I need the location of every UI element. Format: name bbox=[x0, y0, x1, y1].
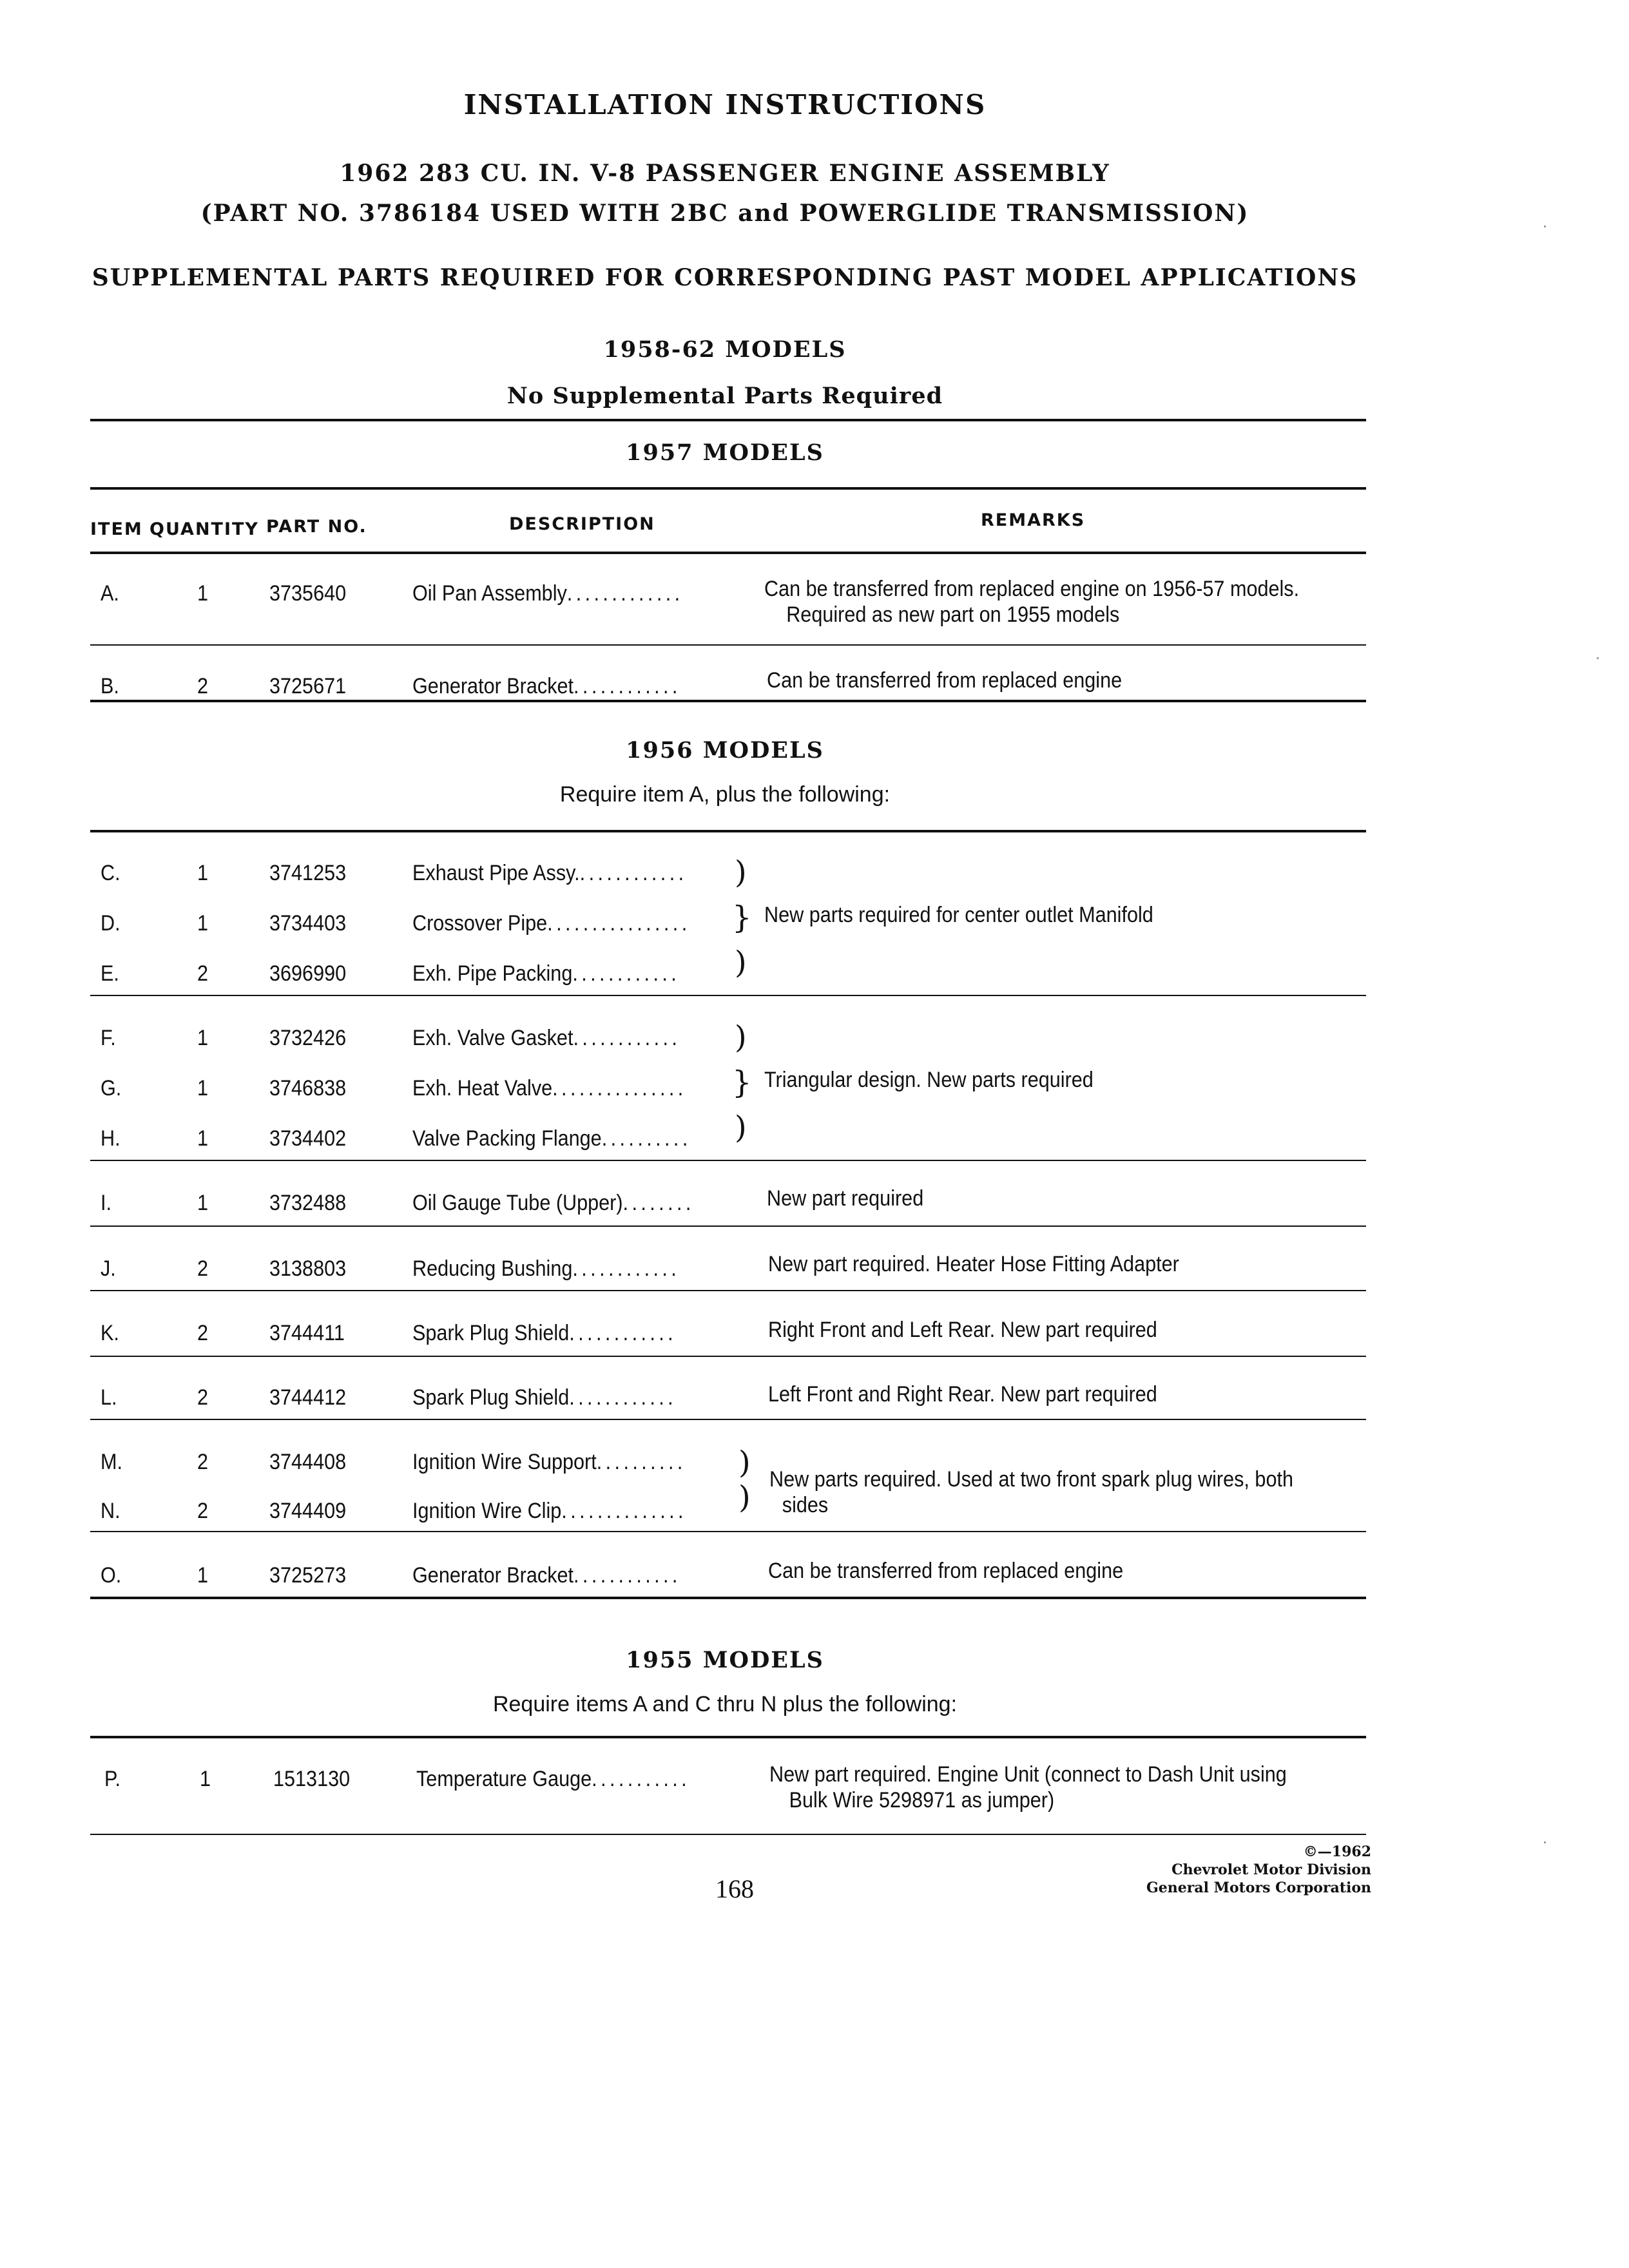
description-text: Exh. Heat Valve bbox=[412, 1076, 553, 1100]
remark: Triangular design. New parts required bbox=[764, 1068, 1094, 1092]
section-note-1956: Require item A, plus the following: bbox=[559, 782, 891, 807]
item-letter: B. bbox=[101, 674, 119, 698]
divider bbox=[90, 1419, 1366, 1420]
item-letter: D. bbox=[101, 911, 120, 936]
scan-speck bbox=[1544, 1841, 1546, 1843]
group-brace: } bbox=[732, 1064, 752, 1100]
divider bbox=[90, 1160, 1366, 1161]
group-brace: ) bbox=[735, 1019, 747, 1055]
quantity: 1 bbox=[197, 1191, 209, 1215]
item-letter: P. bbox=[104, 1767, 120, 1791]
description-text: Crossover Pipe bbox=[412, 911, 548, 936]
item-letter: H. bbox=[101, 1126, 120, 1151]
part-number: 3696990 bbox=[269, 961, 347, 986]
publisher-credit bbox=[1146, 1843, 1371, 1897]
part-number: 3734402 bbox=[269, 1126, 347, 1151]
leader-dots: .......... bbox=[601, 1126, 691, 1151]
description-text: Spark Plug Shield bbox=[412, 1385, 570, 1410]
section-heading-1956: 1956 MODELS bbox=[626, 737, 824, 764]
remark bbox=[769, 1762, 1287, 1813]
remark-line: New parts required. Used at two front spark plug wires, both bbox=[769, 1467, 1293, 1492]
part-number: 3732488 bbox=[269, 1191, 347, 1215]
group-brace: ) bbox=[735, 1110, 747, 1146]
item-letter: L. bbox=[101, 1385, 117, 1410]
leader-dots: .............. bbox=[561, 1499, 687, 1523]
description bbox=[412, 1563, 681, 1588]
corporation-line: General Motors Corporation bbox=[1146, 1879, 1371, 1896]
page-number: 168 bbox=[715, 1874, 754, 1903]
part-number: 3138803 bbox=[269, 1256, 347, 1281]
part-number: 3744408 bbox=[269, 1450, 347, 1474]
description bbox=[412, 911, 691, 936]
quantity: 1 bbox=[197, 1563, 209, 1588]
description-text: Oil Pan Assembly bbox=[412, 581, 567, 606]
leader-dots: .......... bbox=[596, 1450, 686, 1474]
divider bbox=[90, 1597, 1366, 1599]
column-header-item: ITEM bbox=[90, 519, 143, 539]
remark-line: Bulk Wire 5298971 as jumper) bbox=[789, 1788, 1055, 1812]
quantity: 2 bbox=[197, 1385, 209, 1410]
quantity: 2 bbox=[197, 961, 209, 986]
description-text: Oil Gauge Tube (Upper) bbox=[412, 1191, 623, 1215]
scan-speck bbox=[1544, 226, 1546, 227]
description bbox=[412, 1450, 686, 1475]
part-number: 1513130 bbox=[273, 1767, 351, 1791]
table-row bbox=[0, 961, 1629, 1000]
table-row bbox=[0, 861, 1629, 899]
part-number-heading: (PART NO. 3786184 USED WITH 2BC and POWERGLIDE TRANSMISSION) bbox=[200, 200, 1249, 227]
column-header-description: DESCRIPTION bbox=[509, 514, 655, 534]
quantity: 2 bbox=[197, 1450, 209, 1474]
division-line: Chevrolet Motor Division bbox=[1171, 1861, 1371, 1878]
description-text: Ignition Wire Clip bbox=[412, 1499, 562, 1523]
leader-dots: ................ bbox=[547, 911, 691, 936]
description bbox=[416, 1767, 690, 1792]
leader-dots: ............ bbox=[573, 1026, 681, 1050]
divider bbox=[90, 995, 1366, 996]
quantity: 1 bbox=[197, 1026, 209, 1050]
description-text: Ignition Wire Support bbox=[412, 1450, 597, 1474]
part-number: 3725273 bbox=[269, 1563, 347, 1588]
item-letter: E. bbox=[101, 961, 119, 986]
divider bbox=[90, 487, 1366, 490]
description-text: Valve Packing Flange bbox=[412, 1126, 602, 1151]
description bbox=[412, 961, 680, 986]
remark-line: New part required. Engine Unit (connect to Dash Unit using bbox=[769, 1762, 1287, 1787]
description-text: Spark Plug Shield bbox=[412, 1321, 570, 1345]
description bbox=[412, 1321, 677, 1346]
quantity: 1 bbox=[197, 1076, 209, 1100]
description bbox=[412, 1126, 691, 1151]
remark: Right Front and Left Rear. New part required bbox=[768, 1318, 1157, 1342]
supplemental-parts-heading: SUPPLEMENTAL PARTS REQUIRED FOR CORRESPONDING PAST MODEL APPLICATIONS bbox=[92, 264, 1358, 291]
item-letter: N. bbox=[101, 1499, 120, 1523]
quantity: 1 bbox=[197, 911, 209, 936]
divider bbox=[90, 1531, 1366, 1532]
part-number: 3741253 bbox=[269, 861, 347, 885]
quantity: 2 bbox=[197, 1256, 209, 1281]
table-row bbox=[0, 1026, 1629, 1064]
leader-dots: ............ bbox=[574, 674, 681, 698]
divider bbox=[90, 700, 1366, 702]
description bbox=[412, 1076, 687, 1101]
quantity: 1 bbox=[197, 1126, 209, 1151]
quantity: 1 bbox=[197, 581, 209, 606]
divider bbox=[90, 1834, 1366, 1835]
remark: Left Front and Right Rear. New part required bbox=[768, 1382, 1157, 1407]
description bbox=[412, 861, 688, 886]
leader-dots: ............ bbox=[569, 1385, 677, 1410]
section-heading-1955: 1955 MODELS bbox=[626, 1647, 824, 1673]
divider bbox=[90, 644, 1366, 646]
part-number: 3744409 bbox=[269, 1499, 347, 1523]
quantity: 2 bbox=[197, 1321, 209, 1345]
divider bbox=[90, 1290, 1366, 1291]
part-number: 3744411 bbox=[269, 1321, 345, 1345]
divider bbox=[90, 1736, 1366, 1738]
table-row bbox=[0, 1126, 1629, 1165]
description bbox=[412, 1026, 680, 1051]
description-text: Generator Bracket bbox=[412, 674, 574, 698]
description-text: Exh. Valve Gasket bbox=[412, 1026, 574, 1050]
leader-dots: ........... bbox=[592, 1767, 691, 1791]
remark: Can be transferred from replaced engine bbox=[767, 668, 1123, 693]
item-letter: O. bbox=[101, 1563, 122, 1588]
quantity: 2 bbox=[197, 1499, 209, 1523]
group-brace: ) bbox=[738, 1479, 751, 1515]
leader-dots: ............. bbox=[566, 581, 684, 606]
remark bbox=[764, 576, 1299, 628]
description-text: Exh. Pipe Packing bbox=[412, 961, 573, 986]
group-brace: ) bbox=[735, 945, 747, 981]
leader-dots: ............ bbox=[569, 1321, 677, 1345]
item-letter: I. bbox=[101, 1191, 112, 1215]
part-number: 3732426 bbox=[269, 1026, 347, 1050]
divider bbox=[90, 552, 1366, 554]
item-letter: F. bbox=[101, 1026, 116, 1050]
item-letter: A. bbox=[101, 581, 119, 606]
item-letter: M. bbox=[101, 1450, 123, 1474]
quantity: 1 bbox=[200, 1767, 211, 1791]
quantity: 2 bbox=[197, 674, 209, 698]
scan-speck bbox=[1597, 657, 1599, 659]
column-header-part-no: PART NO. bbox=[266, 517, 367, 537]
description bbox=[412, 1256, 680, 1282]
remark-line: sides bbox=[782, 1493, 829, 1517]
leader-dots: ........ bbox=[622, 1191, 695, 1215]
divider bbox=[90, 830, 1366, 832]
remark: New parts required for center outlet Manifold bbox=[764, 903, 1153, 927]
part-number: 3746838 bbox=[269, 1076, 347, 1100]
column-header-remarks: REMARKS bbox=[981, 510, 1086, 530]
document-title: INSTALLATION INSTRUCTIONS bbox=[463, 89, 987, 120]
part-number: 3744412 bbox=[269, 1385, 347, 1410]
item-letter: G. bbox=[101, 1076, 122, 1100]
leader-dots: ............ bbox=[579, 861, 688, 885]
description-text: Exhaust Pipe Assy. bbox=[412, 861, 580, 885]
description bbox=[412, 581, 684, 606]
leader-dots: ............ bbox=[572, 961, 680, 986]
description-text: Temperature Gauge bbox=[416, 1767, 592, 1791]
remark-line: Required as new part on 1955 models bbox=[786, 602, 1120, 627]
leader-dots: ............ bbox=[574, 1563, 681, 1588]
description bbox=[412, 1385, 677, 1410]
section-heading-1957: 1957 MODELS bbox=[626, 439, 824, 466]
group-brace: ) bbox=[735, 854, 747, 890]
quantity: 1 bbox=[197, 861, 209, 885]
leader-dots: ............... bbox=[552, 1076, 687, 1100]
item-letter: K. bbox=[101, 1321, 119, 1345]
description bbox=[412, 1499, 687, 1524]
divider bbox=[90, 1225, 1366, 1227]
remark: New part required. Heater Hose Fitting Adapter bbox=[768, 1252, 1179, 1276]
item-letter: J. bbox=[101, 1256, 116, 1281]
remark bbox=[769, 1466, 1293, 1518]
part-number: 3725671 bbox=[269, 674, 347, 698]
description bbox=[412, 674, 681, 699]
leader-dots: ............ bbox=[572, 1256, 680, 1281]
part-number: 3734403 bbox=[269, 911, 347, 936]
remark: Can be transferred from replaced engine bbox=[768, 1559, 1124, 1583]
section-note-1958-62: No Supplemental Parts Required bbox=[506, 383, 943, 409]
part-number: 3735640 bbox=[269, 581, 347, 606]
description bbox=[412, 1191, 695, 1216]
copyright-line: ©—1962 bbox=[1303, 1843, 1371, 1860]
engine-assembly-heading: 1962 283 CU. IN. V-8 PASSENGER ENGINE ASSEMBLY bbox=[340, 160, 1110, 187]
section-note-1955: Require items A and C thru N plus the following: bbox=[492, 1692, 958, 1716]
group-brace: } bbox=[732, 899, 752, 936]
description-text: Generator Bracket bbox=[412, 1563, 574, 1588]
section-heading-1958-62: 1958-62 MODELS bbox=[603, 336, 847, 363]
column-header-quantity: QUANTITY bbox=[149, 519, 259, 539]
group-brace: ) bbox=[738, 1445, 751, 1481]
remark-line: Can be transferred from replaced engine on 1956-57 models. bbox=[764, 577, 1300, 601]
item-letter: C. bbox=[101, 861, 120, 885]
remark: New part required bbox=[767, 1186, 924, 1211]
divider bbox=[90, 419, 1366, 421]
description-text: Reducing Bushing bbox=[412, 1256, 573, 1281]
divider bbox=[90, 1356, 1366, 1357]
